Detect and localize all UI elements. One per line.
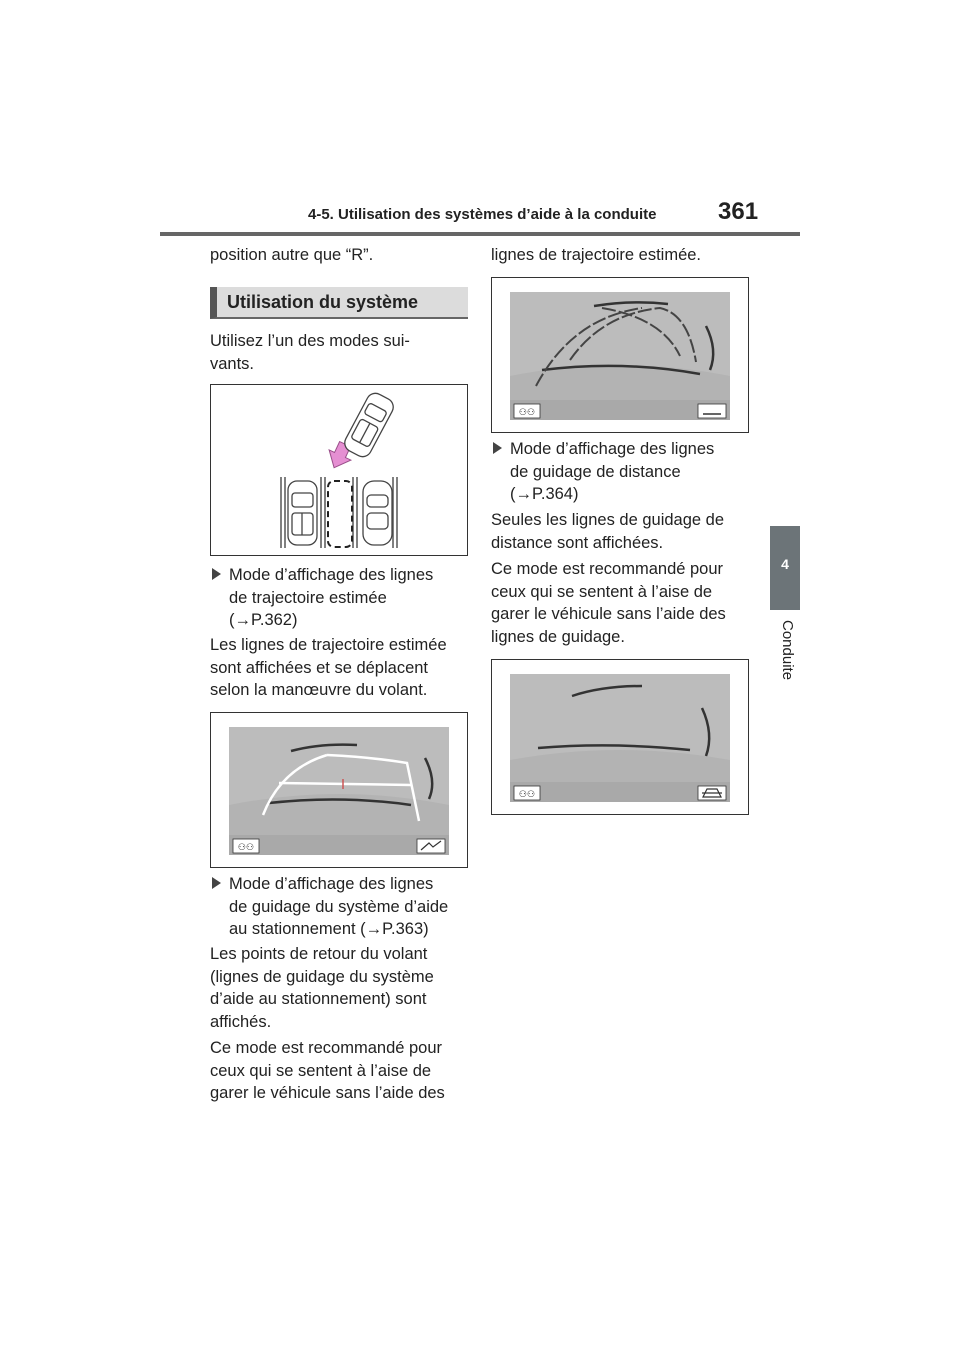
page-ref[interactable]: (→P.362): [229, 611, 298, 629]
reversing-car: [342, 390, 397, 460]
intro-line: position autre que “R”.: [210, 246, 374, 264]
parking-diagram: [211, 385, 467, 555]
para-recommend-right: [491, 558, 726, 648]
header-rule: [160, 232, 800, 236]
right-intro-line: lignes de trajectoire estimée.: [491, 246, 702, 264]
para-recommend-left: [210, 1037, 445, 1105]
text-line: Les points de retour du volant: [210, 945, 428, 963]
page-ref[interactable]: (→P.364): [510, 485, 579, 503]
text-line: d’aide au stationnement) sont: [210, 990, 427, 1008]
chapter-label: Conduite: [779, 620, 796, 681]
text-line: sont affichées et se déplacent: [210, 658, 429, 677]
text-line: vants.: [210, 354, 255, 373]
text-line: Utilisez l’un des modes sui-: [210, 332, 410, 350]
parking-assist-mode-icon: [698, 404, 726, 418]
modes-intro: [210, 330, 410, 375]
text-line: de trajectoire estimée: [229, 588, 387, 607]
text-line: affichés.: [210, 1012, 272, 1031]
bullet-marker-icon: [212, 568, 221, 580]
chapter-number: 4: [781, 556, 789, 572]
text-line: Seules les lignes de guidage de: [491, 511, 725, 529]
svg-text:⚇⚇: ⚇⚇: [237, 843, 255, 853]
camera-screen: [492, 278, 748, 432]
text-line: ceux qui se sentent à l’aise de: [210, 1061, 432, 1080]
svg-text:⚇⚇: ⚇⚇: [518, 790, 536, 800]
text-line: distance sont affichées.: [491, 533, 664, 552]
text-line: Mode d’affichage des lignes: [510, 440, 715, 458]
section-heading-text: Utilisation du système: [227, 292, 419, 312]
text-line: selon la manœuvre du volant.: [210, 681, 428, 699]
chapter-label-wrap: [762, 620, 812, 710]
page-number: 361: [718, 198, 759, 225]
text-line: Ce mode est recommandé pour: [210, 1039, 443, 1057]
text-line: Mode d’affichage des lignes: [229, 875, 434, 893]
parked-car-left: [288, 481, 317, 545]
camera-screen: [492, 660, 748, 814]
text-line: Mode d’affichage des lignes: [229, 566, 434, 584]
para-distance: [491, 509, 724, 554]
svg-text:⚇⚇: ⚇⚇: [518, 408, 536, 418]
para-parking-assist: [210, 943, 434, 1033]
screen-figure-trajectory: [210, 712, 468, 868]
bullet-marker-icon: [493, 442, 502, 454]
target-spot: [328, 481, 352, 547]
text-line: (lignes de guidage du système: [210, 967, 434, 986]
para-trajectory: [210, 634, 447, 702]
bullet-trajectory-mode: [212, 564, 433, 632]
text-line: ceux qui se sentent à l’aise de: [491, 582, 713, 601]
text-line: garer le véhicule sans l’aide des: [491, 605, 726, 623]
page-ref[interactable]: au stationnement (→P.363): [229, 920, 429, 938]
screen-figure-parking-assist: [491, 277, 749, 433]
bullet-marker-icon: [212, 877, 221, 889]
text-line: de guidage de distance: [510, 462, 681, 481]
parked-car-right: [363, 481, 392, 545]
text-line: de guidage du système d’aide: [229, 897, 449, 916]
text-line: lignes de guidage.: [491, 627, 625, 646]
section-title: 4-5. Utilisation des systèmes d’aide à la conduite: [308, 206, 657, 223]
parking-diagram-figure: [210, 384, 468, 556]
section-heading: [210, 287, 468, 319]
text-line: garer le véhicule sans l’aide des: [210, 1084, 445, 1102]
camera-screen: [211, 713, 467, 867]
bullet-distance-mode: [493, 438, 714, 506]
bullet-parking-assist-mode: [212, 873, 448, 941]
screen-figure-distance: [491, 659, 749, 815]
text-line: Ce mode est recommandé pour: [491, 560, 724, 578]
text-line: Les lignes de trajectoire estimée: [210, 636, 447, 654]
